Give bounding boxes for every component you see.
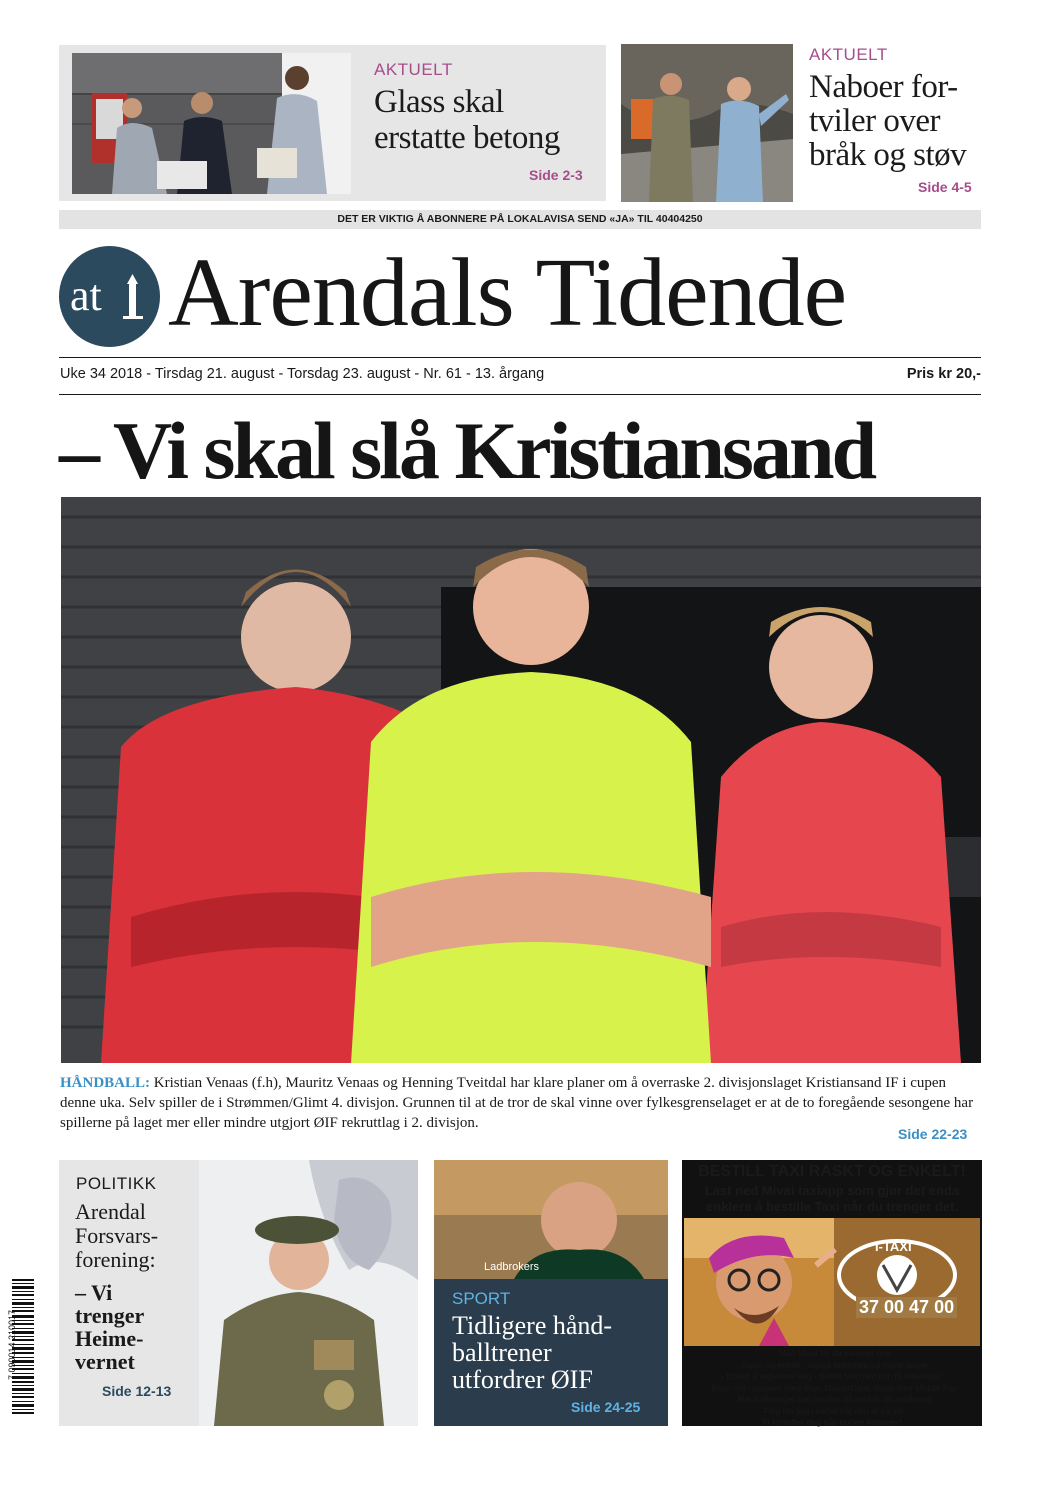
sport-headline-line: balltrener (452, 1338, 552, 1367)
teaser-naboer-photo (621, 44, 793, 202)
teaser-naboer-page-ref[interactable]: Side 4-5 (918, 179, 972, 195)
dateline-rule-top (59, 357, 981, 358)
caption-body: Kristian Venaas (f.h), Mauritz Venaas og Henning Tveitdal har klare planer om å overraske 2. divisjonslaget Kristiansand IF i cupen denne uka. Selv spiller de i Strømmen/Glimt 4. divisjon. Grunnen til at de tror de skal vinne over fylkesgrenselaget er at de to foregående sesongene har spillerne på laget mer eller mindre utgjort ØIF rekruttlag i 2. divisjon. (60, 1075, 974, 1131)
caption-lead: HÅNDBALL: (60, 1075, 151, 1091)
main-headline[interactable]: – Vi skal slå Kristiansand (59, 405, 875, 496)
teaser-glass-headline-line: erstatte betong (374, 120, 560, 156)
taxi-ad-subtitle-line: enklere å bestille Taxi når du trenger det. (706, 1199, 958, 1214)
sport-headline (452, 1312, 612, 1393)
main-page-ref[interactable]: Side 22-23 (898, 1126, 968, 1142)
teaser-politikk-photo (199, 1160, 418, 1426)
teaser-glass-page-ref[interactable]: Side 2-3 (529, 167, 583, 183)
svg-text:at: at (70, 271, 102, 320)
politikk-quote-line: Heime- (75, 1326, 144, 1351)
main-photo (61, 497, 981, 1063)
barcode-number: 7 090014 210017 (7, 1309, 17, 1381)
politikk-quote-line: trenger (75, 1303, 145, 1328)
taxi-phone[interactable]: 37 00 47 00 (856, 1297, 957, 1318)
taxi-ad-bullet: - Alle kvitteringer kan sendes på mail til din mailkonto (732, 1394, 932, 1404)
sport-headline-line: Tidligere hånd- (452, 1311, 613, 1340)
subscribe-bar: DET ER VIKTIG Å ABONNERE PÅ LOKALAVISA SEND «JA» TIL 40404250 (59, 210, 981, 229)
teaser-sport-photo (434, 1160, 668, 1279)
politikk-page-ref[interactable]: Side 12-13 (102, 1383, 172, 1399)
teaser-glass-kicker: AKTUELT (374, 60, 453, 79)
dateline: Uke 34 2018 - Tirsdag 21. august - Torsdag 23. august - Nr. 61 - 13. årgang (60, 366, 545, 382)
taxi-ad-bullet: - Betal rett i mobilen med Visa, MasterCard, Vipps eller Mobile Pay (706, 1382, 958, 1393)
politikk-quote-line: – Vi (75, 1280, 113, 1305)
taxi-ad-bullet: - Raskt og enkelt - unngå telefonkø på travle dager (736, 1359, 928, 1370)
taxi-ad-bullet: - Enkelt å registrere seg - Bestill taxi med kun få tastetrykk! (721, 1371, 943, 1381)
politikk-headline (75, 1200, 158, 1272)
main-caption (60, 1073, 981, 1133)
taxi-ad-subtitle (682, 1183, 982, 1215)
taxi-ad-bullet: - Følg din taxi i kartet når den er på vei. (758, 1405, 906, 1416)
teaser-naboer-headline-line: tviler over (809, 103, 941, 139)
politikk-headline-line: Forsvars- (75, 1223, 159, 1248)
taxi-ad-title: BESTILL TAXI RASKT OG ENKELT! (698, 1163, 966, 1180)
taxi-ad-bullets (682, 1348, 982, 1429)
teaser-naboer-kicker: AKTUELT (809, 45, 888, 64)
sport-kicker: SPORT (452, 1289, 511, 1308)
teaser-naboer-headline[interactable] (809, 70, 966, 172)
teaser-naboer-headline-line: Naboer for- (809, 69, 958, 105)
taxi-ad-subtitle-line: Last ned Mivai taxiapp som gjør det enda (704, 1183, 960, 1198)
politikk-headline-line: forening: (75, 1247, 156, 1272)
teaser-glass-headline[interactable] (374, 84, 560, 156)
dateline-rule-bottom (59, 394, 981, 395)
politikk-quote (75, 1281, 144, 1373)
masthead-title: Arendals Tidende (168, 239, 847, 347)
politikk-quote-line: vernet (75, 1349, 135, 1374)
taxi-ad-closing: Vi forteller deg når taxien kommer! (761, 1417, 903, 1427)
taxi-ad-bullet: - Med Mivai får du estimert pris (773, 1348, 891, 1358)
svg-text:Ladbrokers: Ladbrokers (484, 1261, 540, 1273)
teaser-naboer-headline-line: bråk og støv (809, 137, 967, 173)
sport-page-ref[interactable]: Side 24-25 (571, 1399, 641, 1415)
logo (59, 246, 160, 347)
teaser-glass-photo (72, 53, 351, 194)
politikk-kicker: POLITIKK (76, 1174, 157, 1193)
taxi-badge-text: I-TAXI (875, 1239, 912, 1254)
price: Pris kr 20,- (906, 366, 981, 382)
sport-headline-line: utfordrer ØIF (452, 1365, 593, 1394)
politikk-headline-line: Arendal (75, 1199, 146, 1224)
teaser-glass-headline-line: Glass skal (374, 84, 504, 120)
